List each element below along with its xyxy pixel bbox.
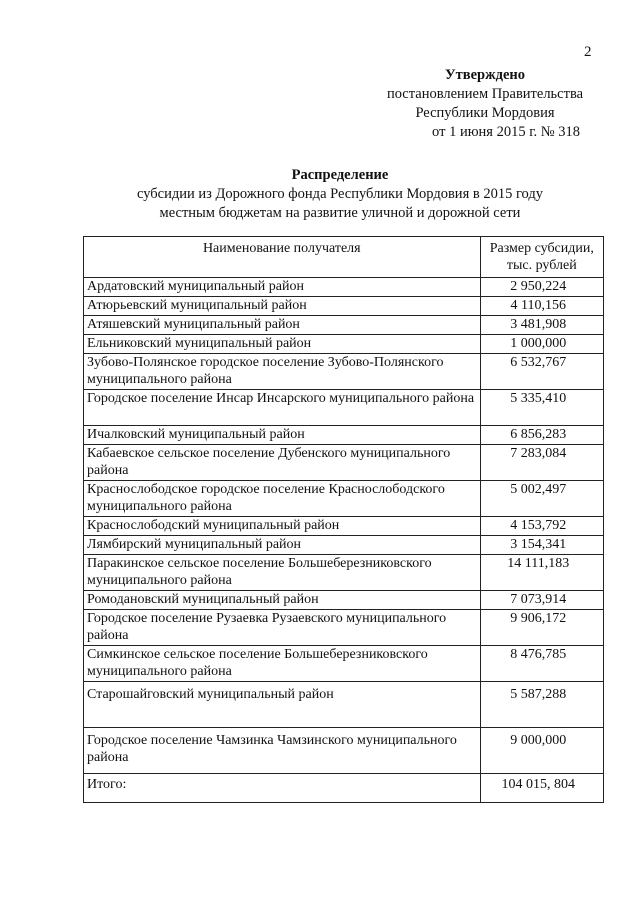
subsidy-amount: 8 476,785 [480, 646, 603, 682]
recipient-name: Симкинское сельское поселение Большеберезниковского муниципального района [84, 646, 481, 682]
header-recipient-name: Наименование получателя [84, 237, 481, 278]
subsidy-amount: 5 002,497 [480, 481, 603, 517]
subsidy-amount: 6 532,767 [480, 354, 603, 390]
recipient-name: Ичалковский муниципальный район [84, 426, 481, 445]
subsidy-amount: 9 906,172 [480, 610, 603, 646]
subsidy-amount: 3 481,908 [480, 316, 603, 335]
header-subsidy-amount [480, 237, 603, 278]
table-row [84, 445, 604, 481]
table-row [84, 390, 604, 426]
header-amount-line-1: Размер субсидии, [489, 241, 594, 256]
recipient-name: Старошайговский муниципальный район [84, 682, 481, 728]
subsidy-amount: 14 111,183 [480, 555, 603, 591]
table-row [84, 316, 604, 335]
subsidy-amount: 7 283,084 [480, 445, 603, 481]
recipient-name: Ромодановский муниципальный район [84, 591, 481, 610]
subsidy-amount: 4 110,156 [480, 297, 603, 316]
recipient-name: Городское поселение Чамзинка Чамзинского муниципального района [84, 728, 481, 774]
table-row [84, 536, 604, 555]
table-row [84, 481, 604, 517]
page-number: 2 [584, 44, 592, 60]
approval-date: от 1 июня 2015 г. № 318 [432, 124, 580, 140]
recipient-name: Городское поселение Инсар Инсарского муниципального района [84, 390, 481, 426]
recipient-name: Краснослободский муниципальный район [84, 517, 481, 536]
approval-stamp [370, 66, 600, 142]
header-amount-line-2: тыс. рублей [506, 258, 577, 273]
table-row [84, 591, 604, 610]
recipient-name: Паракинское сельское поселение Большеберезниковского муниципального района [84, 555, 481, 591]
table-header-row [84, 237, 604, 278]
document-subtitle-line-1: субсидии из Дорожного фонда Республики Мордовия в 2015 году [137, 186, 543, 202]
recipient-name: Лямбирский муниципальный район [84, 536, 481, 555]
subsidy-table [83, 236, 604, 803]
approval-title: Утверждено [445, 67, 525, 83]
total-label: Итого: [84, 774, 481, 803]
subsidy-amount: 3 154,341 [480, 536, 603, 555]
recipient-name: Атяшевский муниципальный район [84, 316, 481, 335]
subsidy-amount: 6 856,283 [480, 426, 603, 445]
table-row [84, 354, 604, 390]
subsidy-amount: 7 073,914 [480, 591, 603, 610]
table-row [84, 297, 604, 316]
table-total-row [84, 774, 604, 803]
subsidy-amount: 2 950,224 [480, 278, 603, 297]
table-row [84, 610, 604, 646]
recipient-name: Кабаевское сельское поселение Дубенского муниципального района [84, 445, 481, 481]
table-row [84, 517, 604, 536]
table-row [84, 555, 604, 591]
table-row [84, 426, 604, 445]
document-subtitle-line-2: местным бюджетам на развитие уличной и дорожной сети [159, 205, 521, 221]
table-row [84, 335, 604, 354]
subsidy-amount: 5 587,288 [480, 682, 603, 728]
recipient-name: Ардатовский муниципальный район [84, 278, 481, 297]
table-row [84, 682, 604, 728]
subsidy-amount: 9 000,000 [480, 728, 603, 774]
approval-decree: постановлением Правительства [386, 86, 584, 102]
recipient-name: Краснослободское городское поселение Краснослободского муниципального района [84, 481, 481, 517]
subsidy-amount: 4 153,792 [480, 517, 603, 536]
table-row [84, 728, 604, 774]
approval-republic: Республики Мордовия [415, 105, 555, 121]
table-row [84, 646, 604, 682]
recipient-name: Атюрьевский муниципальный район [84, 297, 481, 316]
table-row [84, 278, 604, 297]
document-title-block [60, 166, 620, 223]
document-heading: Распределение [291, 167, 389, 183]
subsidy-amount: 5 335,410 [480, 390, 603, 426]
recipient-name: Зубово-Полянское городское поселение Зубово-Полянского муниципального района [84, 354, 481, 390]
subsidy-amount: 1 000,000 [480, 335, 603, 354]
recipient-name: Городское поселение Рузаевка Рузаевского муниципального района [84, 610, 481, 646]
recipient-name: Ельниковский муниципальный район [84, 335, 481, 354]
total-amount: 104 015, 804 [480, 774, 603, 803]
